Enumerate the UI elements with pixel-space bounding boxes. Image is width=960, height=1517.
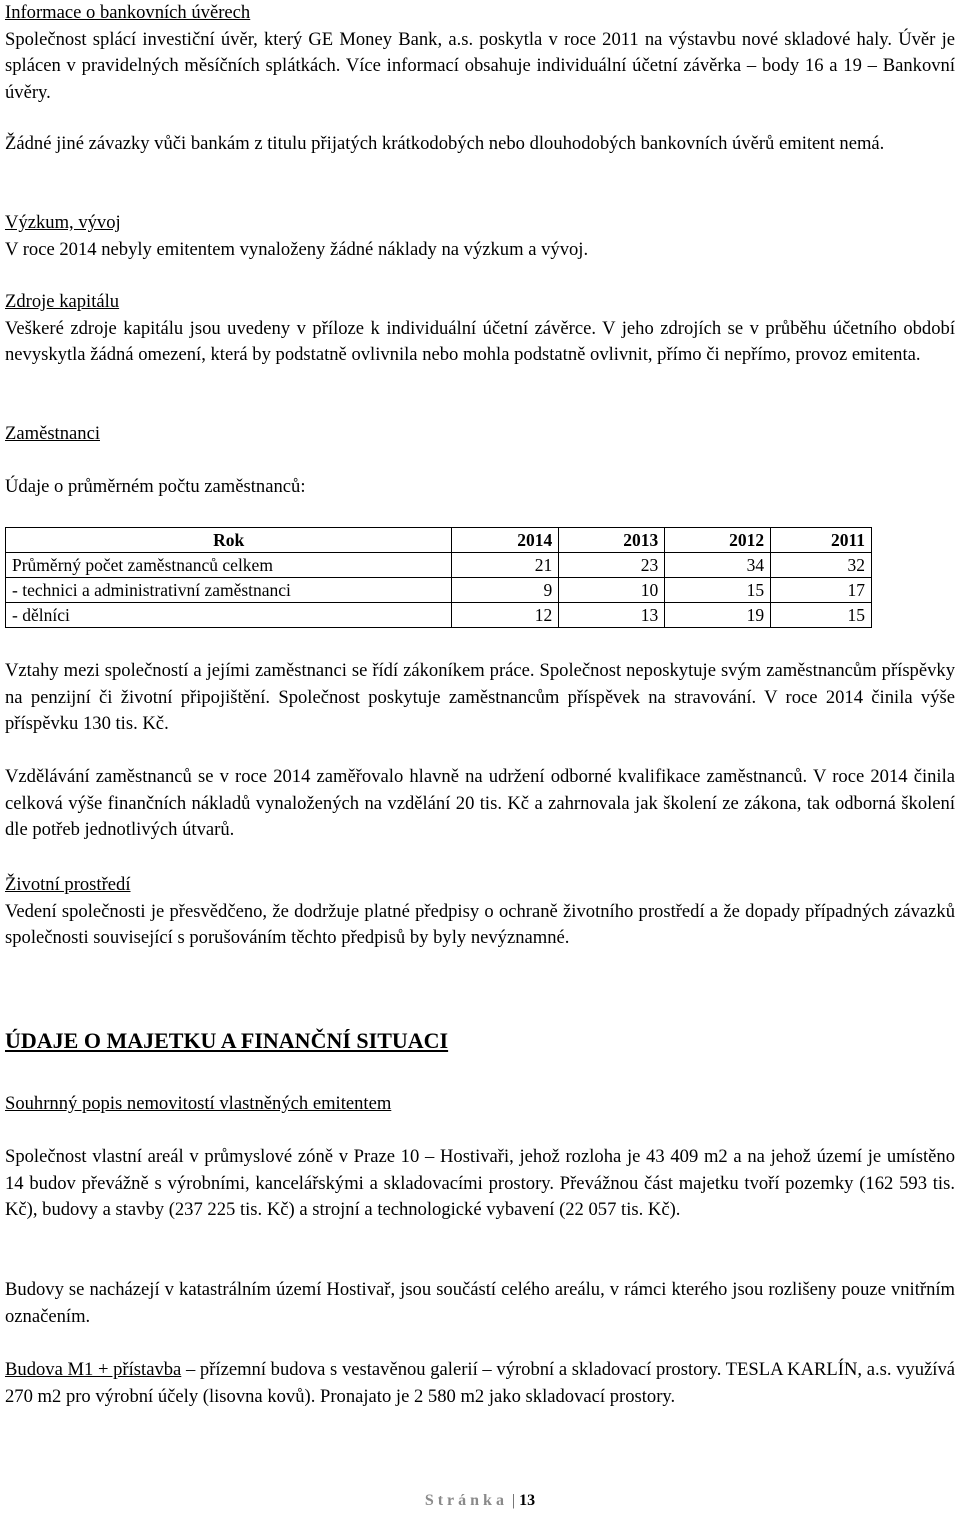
building-text: – přízemní budova s vestavěnou galerií – výrobní a skladovací prostory. TESLA KARLÍN, a.s. využívá 270 m2 pro výrobní účely (lisovna kovů). Pronajato je 2 580 m2 jako skladovací prostory.: [5, 1359, 955, 1407]
table-header-cell: 2014: [452, 528, 559, 553]
employees-table: [5, 527, 872, 628]
property-sub-heading: Souhrnný popis nemovitostí vlastněných emitentem: [5, 1093, 392, 1114]
table-cell: - dělníci: [6, 603, 452, 628]
page-footer: [0, 1490, 960, 1512]
table-header-cell: 2012: [665, 528, 771, 553]
capital-section: [5, 289, 955, 369]
table-cell: 17: [771, 578, 872, 603]
table-cell: 32: [771, 553, 872, 578]
research-section: [5, 210, 955, 263]
table-header-cell: 2011: [771, 528, 872, 553]
table-cell: Průměrný počet zaměstnanců celkem: [6, 553, 452, 578]
table-row: [6, 578, 872, 603]
property-text-1: Společnost vlastní areál v průmyslové zóně v Praze 10 – Hostivaři, jehož rozloha je 43 409 m2 a na jehož území je umístěno 14 budov převážně s výrobními, kancelářskými a skladovacími prostory. Převážnou část majetku tvoří pozemky (162 593 tis. Kč), budovy a stavby (237 225 tis. Kč) a strojní a technologické vybavení (22 057 tis. Kč).: [5, 1146, 955, 1220]
table-header-cell: 2013: [559, 528, 665, 553]
table-cell: 9: [452, 578, 559, 603]
capital-text: Veškeré zdroje kapitálu jsou uvedeny v příloze k individuální účetní závěrce. V jeho zdrojích se v průběhu účetního období nevyskytla žádná omezení, která by podstatně ovlivnila nebo mohla podstatně ovlivnit, přímo či nepřímo, provoz emitenta.: [5, 317, 955, 365]
table-cell: 23: [559, 553, 665, 578]
property-text-2: Budovy se nacházejí v katastrálním území Hostivař, jsou součástí celého areálu, v rámci kterého jsou rozlišeny pouze vnitřním označením.: [5, 1279, 955, 1327]
credit-heading: Informace o bankovních úvěrech: [5, 2, 251, 23]
property-main-heading: ÚDAJE O MAJETKU A FINANČNÍ SITUACI: [5, 1028, 449, 1053]
table-header-row: [6, 528, 872, 553]
table-cell: 15: [771, 603, 872, 628]
table-row: [6, 553, 872, 578]
research-text: V roce 2014 nebyly emitentem vynaloženy žádné náklady na výzkum a vývoj.: [5, 238, 589, 260]
employees-intro: Údaje o průměrném počtu zaměstnanců:: [5, 476, 306, 497]
table-row: [6, 603, 872, 628]
capital-heading: Zdroje kapitálu: [5, 291, 120, 312]
environment-text: Vedení společnosti je přesvědčeno, že dodržuje platné předpisy o ochraně životního prostředí a že dopady případných závazků společnosti související s porušováním těchto předpisů by byly nevýznamné.: [5, 900, 955, 948]
table-cell: 13: [559, 603, 665, 628]
employees-education-text: Vzdělávání zaměstnanců se v roce 2014 zaměřovalo hlavně na udržení odborné kvalifikace zaměstnanců. V roce 2014 činila celková výše finančních nákladů vynaložených na vzdělání 20 tis. Kč a zahrnovala jak školení ze zákona, tak odborná školení dle potřeb jednotlivých útvarů.: [5, 766, 955, 840]
footer-label: Stránka: [424, 1492, 508, 1509]
table-cell: 10: [559, 578, 665, 603]
credit-text-2: Žádné jiné závazky vůči bankám z titulu přijatých krátkodobých nebo dlouhodobých bankovních úvěrů emitent nemá.: [5, 133, 885, 154]
credit-section: [5, 0, 955, 106]
footer-page-number: 13: [519, 1492, 536, 1509]
research-heading: Výzkum, vývoj: [5, 212, 121, 233]
table-header-cell: Rok: [6, 528, 452, 553]
employees-relations-text: Vztahy mezi společností a jejími zaměstnanci se řídí zákoníkem práce. Společnost neposkytuje svým zaměstnancům příspěvky na penzijní či životní připojištění. Společnost poskytuje zaměstnancům příspěvek na stravování. V roce 2014 činila výše příspěvku 130 tis. Kč.: [5, 660, 955, 734]
building-paragraph: [5, 1357, 955, 1410]
table-cell: - technici a administrativní zaměstnanci: [6, 578, 452, 603]
environment-section: [5, 872, 955, 952]
building-label: Budova M1 + přístavba: [5, 1359, 182, 1380]
credit-text: Společnost splácí investiční úvěr, který GE Money Bank, a.s. poskytla v roce 2011 na výstavbu nové skladové haly. Úvěr je splácen v pravidelných měsíčních splátkách. Více informací obsahuje individuální účetní závěrka – body 16 a 19 – Bankovní úvěry.: [5, 28, 955, 103]
table-cell: 19: [665, 603, 771, 628]
employees-heading: Zaměstnanci: [5, 423, 100, 444]
table-cell: 15: [665, 578, 771, 603]
environment-heading: Životní prostředí: [5, 874, 131, 895]
table-cell: 12: [452, 603, 559, 628]
table-cell: 21: [452, 553, 559, 578]
footer-separator: |: [511, 1492, 516, 1509]
table-cell: 34: [665, 553, 771, 578]
